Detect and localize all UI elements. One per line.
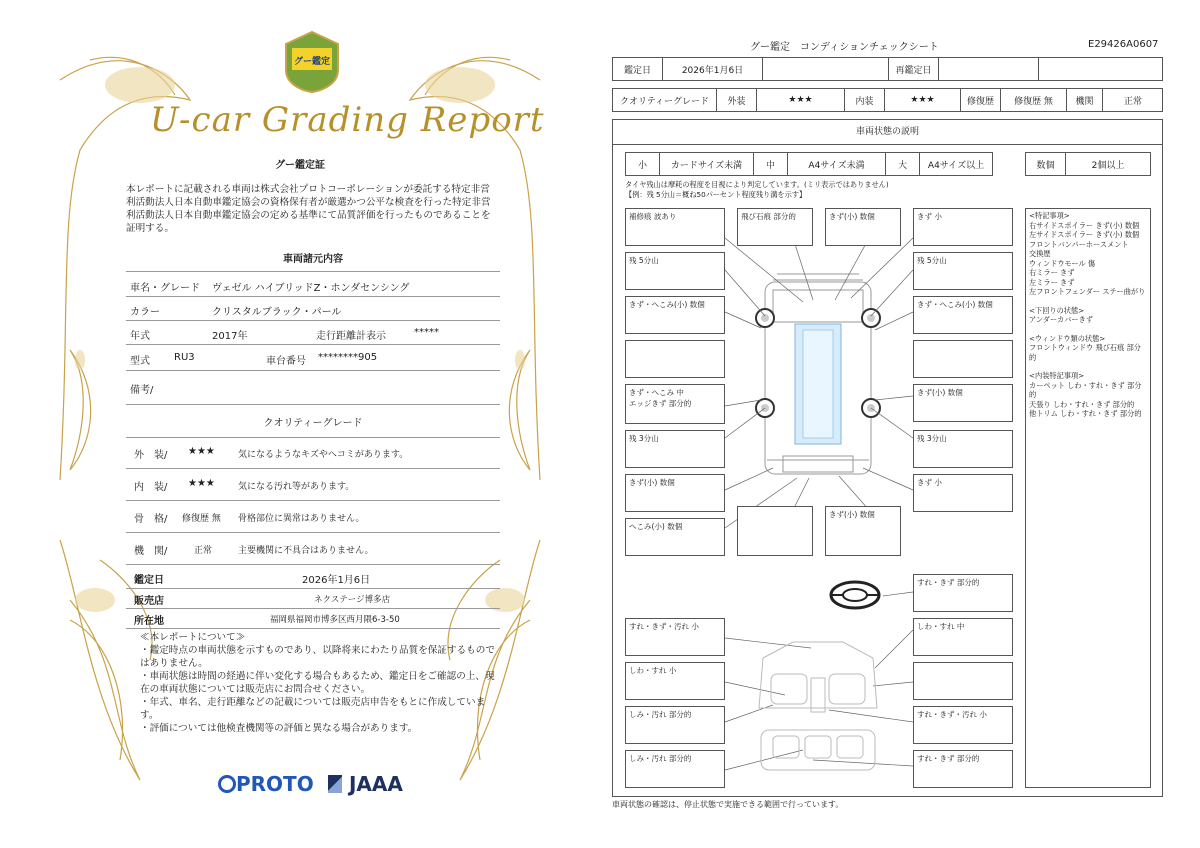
report-notes xyxy=(140,631,500,735)
tire-label: 残 3分山 xyxy=(913,430,1013,468)
note-line: カーペット しわ・すれ・きず 部分的 xyxy=(1029,380,1142,399)
damage-label-empty xyxy=(913,340,1013,378)
date-value: 2026年1月6日 xyxy=(663,58,763,80)
legend-medium: 中 xyxy=(754,153,788,175)
sheet-title: グー鑑定 コンディションチェックシート xyxy=(750,42,939,53)
legend-count-desc: 2個以上 xyxy=(1091,160,1125,171)
damage-label: 飛び石痕 部分的 xyxy=(737,208,813,246)
damage-label: きず・へこみ(小) 数個 xyxy=(913,296,1013,334)
appraisal-date-row xyxy=(126,566,500,589)
spec-chassis-value: ********905 xyxy=(318,352,378,363)
appraisal-date-label: 鑑定日 xyxy=(134,575,164,586)
quality-grade: ★★★ xyxy=(188,446,215,457)
spec-color-value: クリスタルブラック・パール xyxy=(212,307,342,318)
note-line: 交換歴 xyxy=(1029,249,1051,258)
spec-title: 車両諸元内容 xyxy=(126,250,500,272)
repair-label: 修復歴 xyxy=(961,89,1001,111)
damage-label: きず・へこみ 中 エッジきず 部分的 xyxy=(625,384,725,424)
tire-note-line2: 【例：残 5分山＝概ね50パーセント程度残り溝を示す】 xyxy=(625,189,807,199)
quality-row xyxy=(126,534,500,565)
interior-label: すれ・きず 部分的 xyxy=(913,750,1013,788)
quality-text: 骨格部位に異常はありません。 xyxy=(238,514,365,524)
spec-chassis-label: 車台番号 xyxy=(266,356,306,367)
spec-model-value: RU3 xyxy=(174,352,195,363)
shop-label: 販売店 xyxy=(134,596,164,607)
note-item: ・年式、車名、走行距離などの記載については販売店申告をもとに作成しています。 xyxy=(140,697,486,721)
spec-name-label: 車名・グレード xyxy=(130,283,200,294)
qg-label: クオリティーグレード xyxy=(613,89,717,111)
legend-small-desc: カードサイズ未満 xyxy=(660,153,754,175)
cert-paragraph: 本レポートに記載される車両は株式会社プロトコーポレーションが委託する特定非営利活動法人日本自動車鑑定協会の資格保有者が厳選かつ公平な検査を行った特定非営利活動法人日本自動車鑑定協会の定める基準にて品質評価を行ったものであることを証明する。 xyxy=(126,184,491,234)
date-label: 鑑定日 xyxy=(613,58,663,80)
spec-color-row xyxy=(126,298,500,321)
spec-mileage-label: 走行距離計表示 xyxy=(316,331,386,342)
date-row xyxy=(612,57,1163,81)
spec-model-label: 型式 xyxy=(130,356,150,367)
interior-label: すれ・きず 部分的 xyxy=(913,574,1013,612)
note-line: 左ミラー きず xyxy=(1029,277,1075,287)
quality-row xyxy=(126,470,500,501)
spec-year-value: 2017年 xyxy=(212,331,248,342)
quality-row xyxy=(126,502,500,533)
note-line: <特記事項> xyxy=(1029,211,1070,220)
condition-check-sheet xyxy=(600,0,1200,848)
damage-label: きず(小) 数個 xyxy=(825,208,901,246)
shop-value: ネクステージ博多店 xyxy=(314,595,391,605)
damage-label: きず 小 xyxy=(913,208,1013,246)
quality-label: 内 装/ xyxy=(134,482,168,493)
cert-title: グー鑑定証 xyxy=(275,160,325,171)
note-line: 天張り しわ・すれ・きず 部分的 xyxy=(1029,399,1135,409)
spec-name-value: ヴェゼル ハイブリッドZ・ホンダセンシング xyxy=(212,283,410,294)
interior-label: しみ・汚れ 部分的 xyxy=(625,750,725,788)
damage-label: へこみ(小) 数個 xyxy=(625,518,725,556)
spec-model-row xyxy=(126,346,500,371)
damage-label: きず 小 xyxy=(913,474,1013,512)
tire-note-line1: タイヤ残山は摩耗の程度を目視により判定しています。(ミリ表示ではありません) xyxy=(625,180,889,189)
note-line: <ウィンドウ類の状態> xyxy=(1029,333,1106,343)
quality-text: 気になるようなキズやヘコミがあります。 xyxy=(238,450,409,460)
goo-appraisal-badge-icon xyxy=(282,30,342,94)
steering-wheel-icon xyxy=(827,578,883,612)
spec-remarks-label: 備考/ xyxy=(130,385,154,396)
note-item: ・評価については他検査機関等の評価と異なる場合があります。 xyxy=(140,723,418,734)
quality-title: クオリティーグレード xyxy=(126,414,500,438)
proto-logo xyxy=(218,772,314,796)
damage-label: きず(小) 数個 xyxy=(913,384,1013,422)
jaaa-logo xyxy=(328,772,403,796)
quality-label: 骨 格/ xyxy=(134,514,168,525)
legend-large-desc: A4サイズ以上 xyxy=(927,160,985,171)
interior-label: すれ・きず・汚れ 小 xyxy=(913,706,1013,744)
note-line: 左フロントフェンダー ステー曲がり xyxy=(1029,287,1146,296)
quality-label: 機 関/ xyxy=(134,546,168,557)
note-line: アンダーカバーきず xyxy=(1029,315,1093,324)
note-item: ・鑑定時点の車両状態を示すものであり、以降将来にわたり品質を保証するものではありません。 xyxy=(140,645,495,669)
note-line: 他トリム しわ・すれ・きず 部分的 xyxy=(1029,409,1142,418)
legend-small: 小 xyxy=(626,153,660,175)
spec-mileage-value: ***** xyxy=(414,327,439,338)
special-notes-panel xyxy=(1025,208,1151,788)
damage-label-empty xyxy=(737,506,813,556)
note-line: <下回りの状態> xyxy=(1029,305,1085,315)
spec-year-label: 年式 xyxy=(130,331,150,342)
doc-id: E29426A0607 xyxy=(1088,39,1159,50)
status-panel xyxy=(612,119,1163,797)
address-value: 福岡県福岡市博多区西月隈6-3-50 xyxy=(270,615,400,625)
quality-grade: ★★★ xyxy=(188,478,215,489)
interior-label: しわ・すれ 小 xyxy=(625,662,725,700)
interior-diagram xyxy=(753,638,883,776)
note-item: ・車両状態は時間の経過に伴い変化する場合もあるため、鑑定日をご確認の上、現在の車両状態については販売店にお問合せください。 xyxy=(140,671,495,695)
damage-label: 補修痕 波あり xyxy=(625,208,725,246)
damage-label: きず(小) 数個 xyxy=(825,506,901,556)
shop-row xyxy=(126,588,500,609)
note-line: ウィンドウモール 傷 xyxy=(1029,258,1096,268)
redate-label: 再鑑定日 xyxy=(889,58,939,80)
spec-year-row xyxy=(126,322,500,345)
damage-label-empty xyxy=(625,340,725,378)
note-line: 左サイドスポイラー きず(小) 数個 xyxy=(1029,230,1140,239)
legend-medium-desc: A4サイズ未満 xyxy=(788,153,886,175)
quality-grade-row xyxy=(612,88,1163,112)
interior-label-empty xyxy=(913,662,1013,700)
engine-value: 正常 xyxy=(1123,96,1142,107)
status-title: 車両状態の説明 xyxy=(613,120,1162,145)
tire-label: 残 3分山 xyxy=(625,430,725,468)
note-line: フロントウィンドウ 飛び石痕 部分的 xyxy=(1029,343,1141,362)
int-value: ★★★ xyxy=(885,89,961,111)
legend-large: 大 xyxy=(886,153,920,175)
date-empty xyxy=(763,58,889,80)
quality-label: 外 装/ xyxy=(134,450,168,461)
interior-label: しみ・汚れ 部分的 xyxy=(625,706,725,744)
damage-label: きず(小) 数個 xyxy=(625,474,725,512)
quality-text: 気になる汚れ等があります。 xyxy=(238,482,355,492)
jaaa-logo-text: JAAA xyxy=(348,772,403,796)
quality-text: 主要機関に不具合はありません。 xyxy=(238,546,374,556)
legend-count: 数個 xyxy=(1026,153,1066,175)
spec-name-row xyxy=(126,274,500,297)
appraisal-date-value: 2026年1月6日 xyxy=(302,575,371,586)
damage-label: きず・へこみ(小) 数個 xyxy=(625,296,725,334)
tire-label: 残 5分山 xyxy=(913,252,1013,290)
footer-note: 車両状態の確認は、停止状態で実施できる範囲で行っています。 xyxy=(612,800,844,809)
notes-title: ≪本レポートについて≫ xyxy=(140,632,246,643)
interior-label: すれ・きず・汚れ 小 xyxy=(625,618,725,656)
proto-logo-text: PROTO xyxy=(236,772,314,796)
jaaa-logo-icon xyxy=(328,775,342,793)
spec-color-label: カラー xyxy=(130,307,160,318)
quality-grade: 正常 xyxy=(194,546,213,556)
note-line: 右ミラー きず xyxy=(1029,268,1075,277)
badge-text: グー鑑定 xyxy=(293,57,330,67)
ext-label: 外装 xyxy=(717,89,757,111)
note-line: フロントバンパーホースメント xyxy=(1029,239,1129,249)
script-title: U-car Grading Report xyxy=(150,100,545,140)
quality-row xyxy=(126,438,500,469)
note-line: <内装特記事項> xyxy=(1029,371,1085,380)
int-label: 内装 xyxy=(845,89,885,111)
repair-value: 修復歴 無 xyxy=(1001,89,1067,111)
redate-value xyxy=(939,58,1039,80)
proto-logo-icon xyxy=(218,775,236,793)
spec-remarks-row xyxy=(126,372,500,405)
engine-label: 機関 xyxy=(1067,89,1103,111)
ext-value: ★★★ xyxy=(757,89,845,111)
note-line: 右サイドスポイラー きず(小) 数個 xyxy=(1029,220,1140,230)
address-row xyxy=(126,608,500,629)
interior-label: しわ・すれ 中 xyxy=(913,618,1013,656)
address-label: 所在地 xyxy=(134,616,164,627)
tire-label: 残 5分山 xyxy=(625,252,725,290)
quality-grade: 修復歴 無 xyxy=(182,514,221,524)
